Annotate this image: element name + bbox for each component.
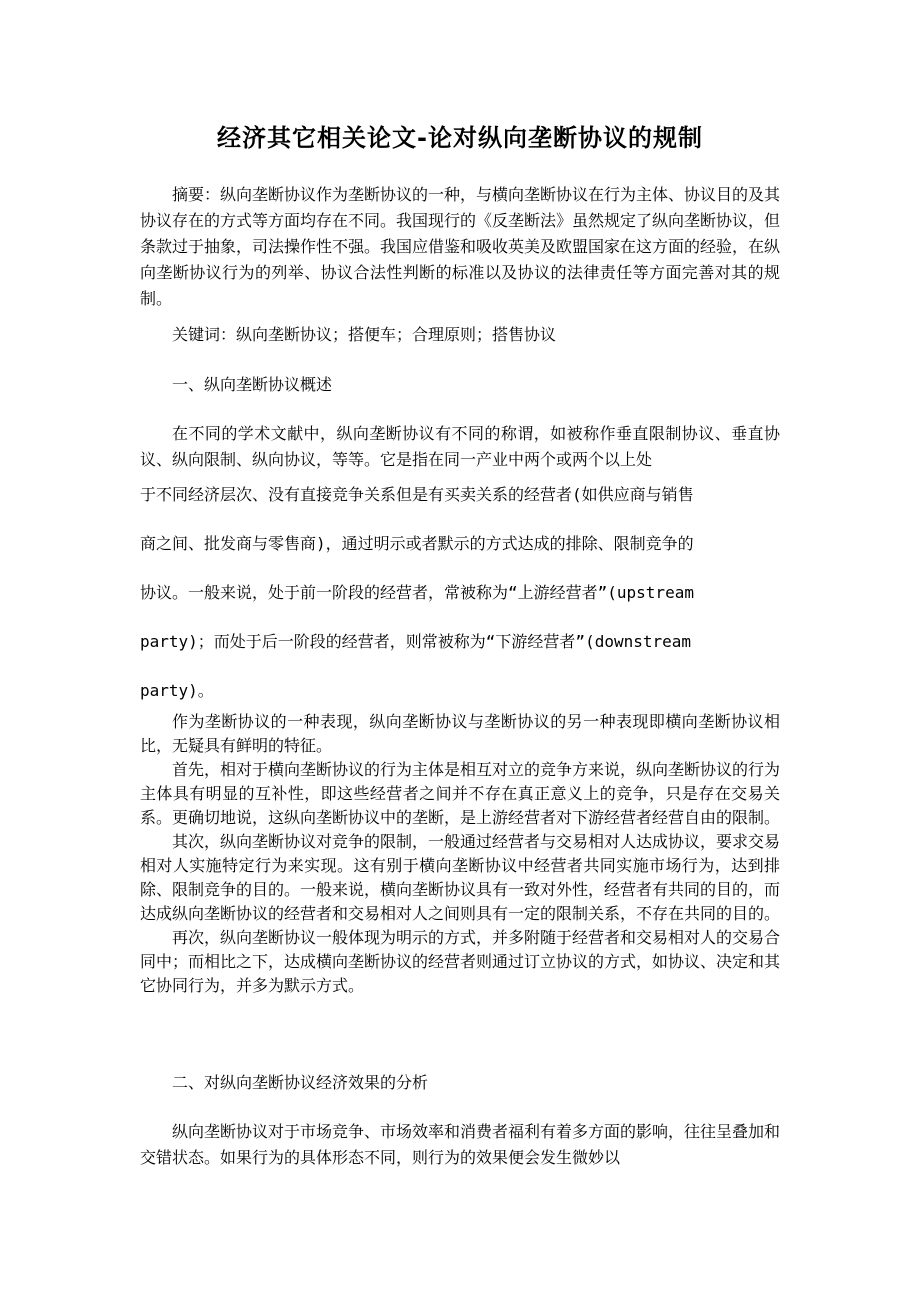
body-paragraph: 首先，相对于横向垄断协议的行为主体是相互对立的竞争方来说，纵向垄断协议的行为主体具有明显的互补性，即这些经营者之间并不存在真正意义上的竞争，只是存在交易关系。更确切地说，这纵向垄断协议中的垄断，是上游经营者对下游经营者经营自由的限制。 <box>140 760 781 827</box>
section-1-intro-block <box>140 421 780 473</box>
abstract-paragraph: 摘要：纵向垄断协议作为垄断协议的一种，与横向垄断协议在行为主体、协议目的及其协议存在的方式等方面均存在不同。我国现行的《反垄断法》虽然规定了纵向垄断协议，但条款过于抽象，司法操作性不强。我国应借鉴和吸收英美及欧盟国家在这方面的经验，在纵向垄断协议行为的列举、协议合法性判断的标准以及协议的法律责任等方面完善对其的规制。 <box>140 185 781 308</box>
section-1-heading-block <box>140 372 780 398</box>
body-paragraph: 再次，纵向垄断协议一般体现为明示的方式，并多附随于经营者和交易相对人的交易合同中；而相比之下，达成横向垄断协议的经营者则通过订立协议的方式，如协议、决定和其它协同行为，并多为默示方式。 <box>140 928 781 995</box>
abstract-block <box>140 182 780 312</box>
document-title: 经济其它相关论文-论对纵向垄断协议的规制 <box>217 124 703 152</box>
body-paragraph: 其次，纵向垄断协议对竞争的限制，一般通过经营者与交易相对人达成协议，要求交易相对人实施特定行为来实现。这有别于横向垄断协议中经营者共同实施市场行为，达到排除、限制竞争的目的。一般来说，横向垄断协议具有一致对外性，经营者有共同的目的，而达成纵向垄断协议的经营者和交易相对人之间则具有一定的限制关系，不存在共同的目的。 <box>140 832 781 923</box>
section-1-body <box>140 710 780 998</box>
section-2-intro: 纵向垄断协议对于市场竞争、市场效率和消费者福利有着多方面的影响，往往呈叠加和交错状态。如果行为的具体形态不同，则行为的效果便会发生微妙以 <box>140 1122 781 1167</box>
text-line: 协议。一般来说，处于前一阶段的经营者，常被称为“上游经营者”(upstream <box>140 583 694 602</box>
keywords-block <box>140 322 780 348</box>
section-heading: 一、纵向垄断协议概述 <box>172 375 333 394</box>
keywords-line: 关键词：纵向垄断协议；搭便车；合理原则；搭售协议 <box>172 325 557 344</box>
text-line: 商之间、批发商与零售商)，通过明示或者默示的方式达成的排除、限制竞争的 <box>140 534 694 553</box>
section-2-intro-block <box>140 1119 780 1171</box>
text-line: party)；而处于后一阶段的经营者，则常被称为“下游经营者”(downstream <box>140 632 692 651</box>
section-heading: 二、对纵向垄断协议经济效果的分析 <box>172 1073 429 1092</box>
text-line: party)。 <box>140 681 214 700</box>
section-1-intro: 在不同的学术文献中，纵向垄断协议有不同的称谓，如被称作垂直限制协议、垂直协议、纵向限制、纵向协议，等等。它是指在同一产业中两个或两个以上处 <box>140 424 780 469</box>
body-paragraph: 作为垄断协议的一种表现，纵向垄断协议与垄断协议的另一种表现即横向垄断协议相比，无疑具有鲜明的特征。 <box>140 712 780 755</box>
text-line: 于不同经济层次、没有直接竞争关系但是有买卖关系的经营者(如供应商与销售 <box>140 485 694 504</box>
section-2-heading-block <box>140 1070 780 1096</box>
